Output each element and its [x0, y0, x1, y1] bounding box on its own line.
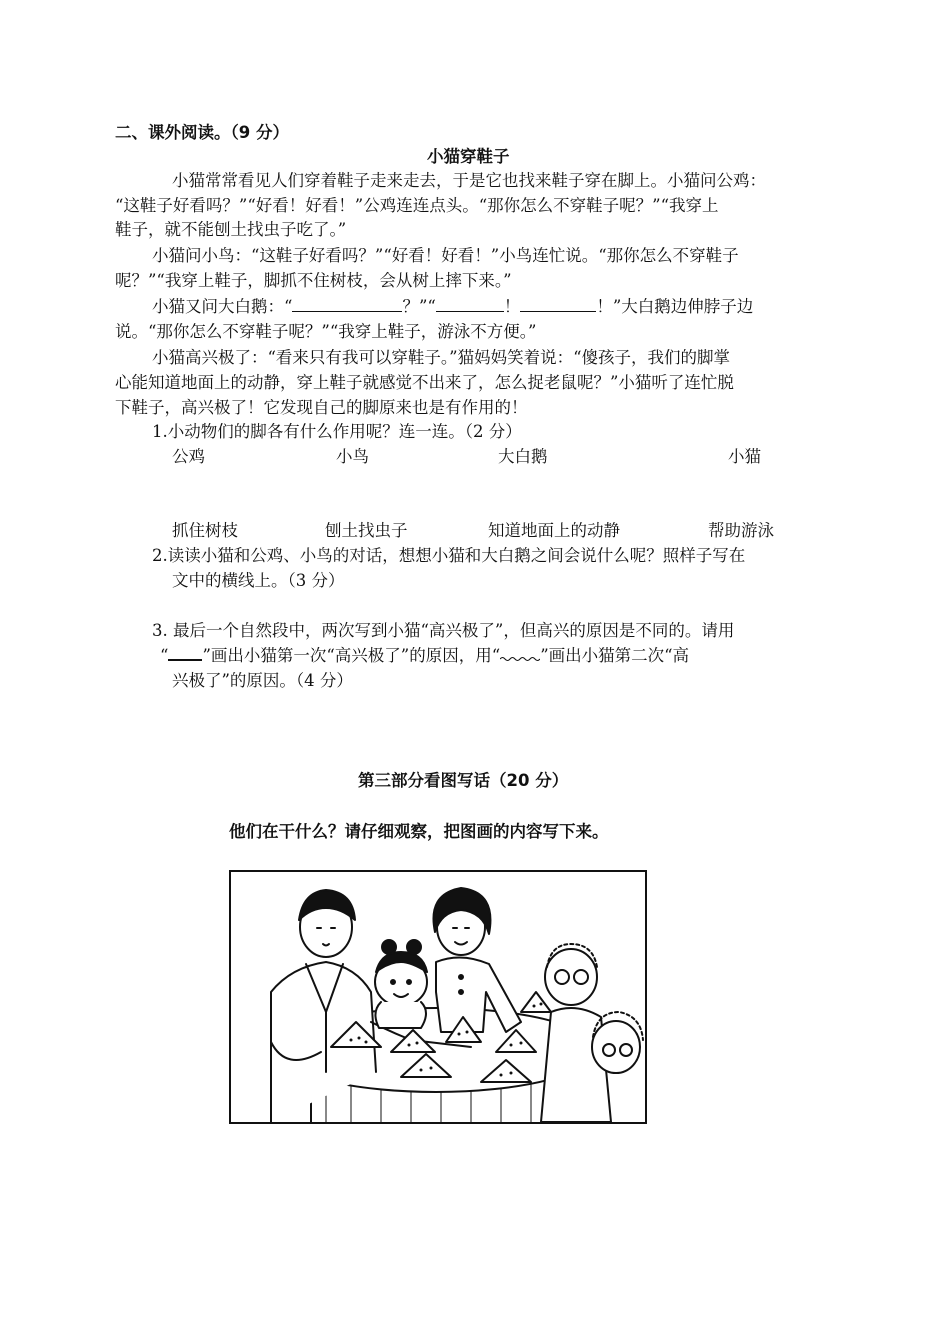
p3-text-d: ！”大白鹅边伸脖子边 — [596, 297, 754, 316]
answer-blank-1[interactable] — [292, 295, 402, 312]
illustration-drawing — [231, 872, 645, 1122]
question-2-line2: 文中的横线上。（3 分） — [172, 571, 345, 590]
writing-prompt: 他们在干什么？请仔细观察，把图画的内容写下来。 — [229, 822, 609, 841]
question-2-line1: 2.读读小猫和公鸡、小鸟的对话，想想小猫和大白鹅之间会说什么呢？照样子写在 — [152, 546, 746, 565]
story-title: 小猫穿鞋子 — [427, 147, 510, 166]
function-sense-ground[interactable]: 知道地面上的动静 — [488, 521, 620, 540]
question-3-line2 — [160, 642, 689, 666]
p4-line2: 心能知道地面上的动静，穿上鞋子就感觉不出来了，怎么捉老鼠呢？”小猫听了连忙脱 — [115, 373, 734, 392]
animal-rooster[interactable]: 公鸡 — [172, 447, 205, 466]
p3-text-c: ！ — [503, 297, 521, 316]
p4-line3: 下鞋子，高兴极了！它发现自己的脚原来也是有作用的！ — [115, 398, 528, 417]
section-heading: 二、课外阅读。（9 分） — [115, 123, 289, 142]
animal-goose[interactable]: 大白鹅 — [498, 447, 548, 466]
p1-line3: 鞋子，就不能刨土找虫子吃了。” — [115, 220, 347, 239]
q3-quote-open: “ — [160, 646, 169, 665]
p4-line1: 小猫高兴极了：“看来只有我可以穿鞋子。”猫妈妈笑着说：“傻孩子，我们的脚掌 — [152, 348, 731, 367]
p3-text-b: ？”“ — [402, 297, 436, 316]
family-watermelon-illustration — [229, 870, 647, 1124]
question-1: 1.小动物们的脚各有什么作用呢？连一连。（2 分） — [152, 422, 522, 441]
question-3-line3: 兴极了”的原因。（4 分） — [172, 671, 353, 690]
answer-blank-2[interactable] — [436, 295, 504, 312]
p1-line1: 小猫常常看见人们穿着鞋子走来走去，于是它也找来鞋子穿在脚上。小猫问公鸡： — [172, 171, 766, 190]
p3-line1 — [152, 293, 753, 317]
p3-line2: 说。“那你怎么不穿鞋子呢？”“我穿上鞋子，游泳不方便。” — [115, 322, 537, 341]
q3-text-b: ”画出小猫第一次“高兴极了”的原因，用“ — [202, 646, 501, 665]
animal-bird[interactable]: 小鸟 — [336, 447, 369, 466]
p1-line2: “这鞋子好看吗？”“好看！好看！”公鸡连连点头。“那你怎么不穿鞋子呢？”“我穿上 — [115, 196, 719, 215]
p3-text-a: 小猫又问大白鹅：“ — [152, 297, 293, 316]
function-dig-worms[interactable]: 刨土找虫子 — [325, 521, 408, 540]
q3-text-c: ”画出小猫第二次“高 — [540, 646, 690, 665]
section3-heading: 第三部分看图写话（20 分） — [358, 771, 569, 790]
answer-blank-3[interactable] — [520, 295, 596, 312]
question-3-line1: 3. 最后一个自然段中，两次写到小猫“高兴极了”，但高兴的原因是不同的。请用 — [152, 621, 735, 640]
p2-line2: 呢？”“我穿上鞋子，脚抓不住树枝，会从树上摔下来。” — [115, 271, 512, 290]
p2-line1: 小猫问小鸟：“这鞋子好看吗？”“好看！好看！”小鸟连忙说。“那你怎么不穿鞋子 — [152, 246, 739, 265]
animal-cat[interactable]: 小猫 — [728, 447, 761, 466]
straight-underline-icon — [168, 645, 202, 661]
wavy-underline-icon — [500, 647, 540, 661]
function-grab-branch[interactable]: 抓住树枝 — [172, 521, 238, 540]
function-help-swim[interactable]: 帮助游泳 — [708, 521, 774, 540]
